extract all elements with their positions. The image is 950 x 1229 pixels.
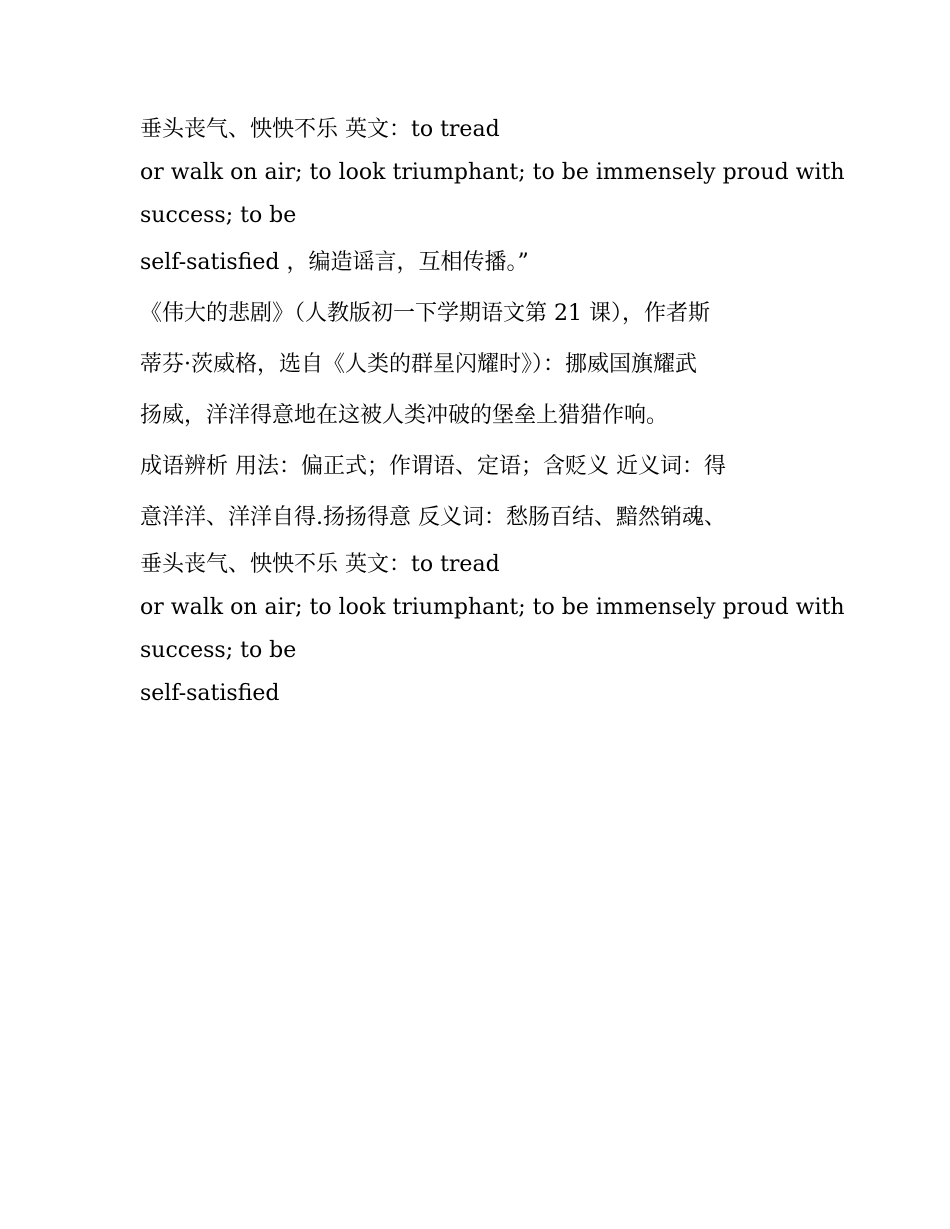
text-line: or walk on air; to look triumphant; to be immensely proud with [140, 595, 845, 620]
text-line: or walk on air; to look triumphant; to be immensely proud with [140, 160, 845, 185]
text-line: self-satisfied [140, 681, 280, 706]
text-line: 蒂芬·茨威格，选自《人类的群星闪耀时》）：挪威国旗耀武 [140, 352, 697, 377]
text-line: 扬威，洋洋得意地在这被人类冲破的堡垒上猎猎作响。 [140, 403, 669, 428]
text-line: 意洋洋、洋洋自得.扬扬得意 反义词：愁肠百结、黯然销魂、 [140, 505, 726, 530]
document-body [140, 108, 845, 715]
text-line: 《伟大的悲剧》（人教版初一下学期语文第 21 课），作者斯 [140, 301, 710, 326]
text-line: 垂头丧气、怏怏不乐 英文：to tread [140, 117, 500, 142]
text-line: 垂头丧气、怏怏不乐 英文：to tread [140, 552, 500, 577]
text-line: 成语辨析 用法：偏正式；作谓语、定语；含贬义 近义词：得 [140, 454, 726, 479]
text-line: success; to be [140, 638, 297, 663]
text-line: success; to be [140, 203, 297, 228]
text-line: self-satisfied ，编造谣言，互相传播。” [140, 250, 529, 275]
